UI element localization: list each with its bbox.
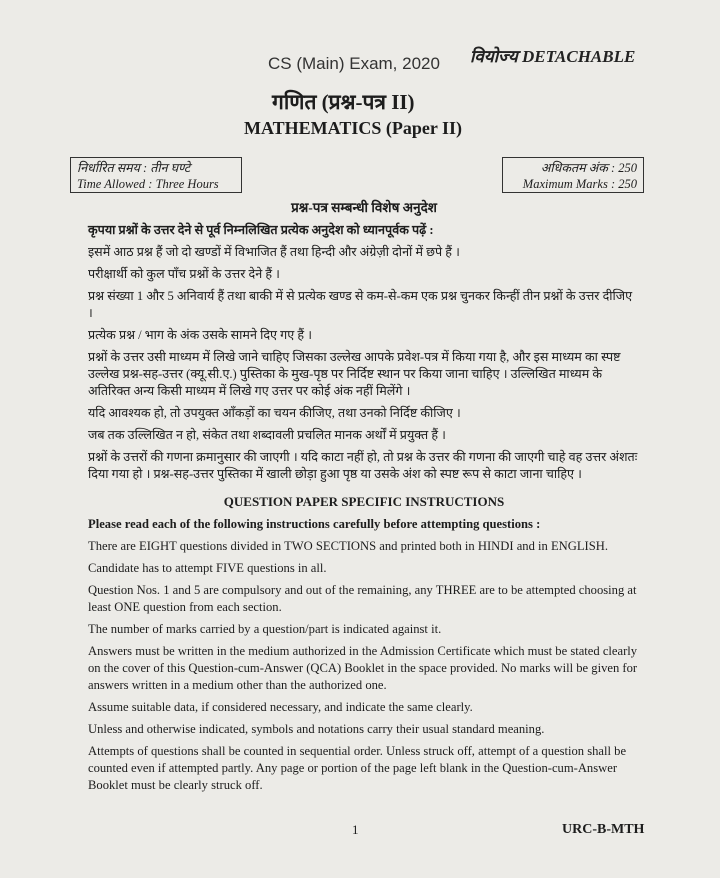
hindi-instruction-item: प्रत्येक प्रश्न / भाग के अंक उसके सामने दिए गए हैं । — [88, 328, 312, 342]
english-instruction-item: Answers must be written in the medium authorized in the Admission Certificate which must be stated clearly on the cover of this Question-cum-Answer (QCA) Booklet in the space provided. No marks will be given for answers written in a medium other than the authorized one. — [88, 644, 638, 692]
instructions-body — [88, 199, 640, 799]
detachable-label: वियोज्य DETACHABLE — [470, 47, 636, 66]
maximum-marks-box — [502, 157, 644, 193]
time-allowed-hindi: निर्धारित समय : तीन घण्टे — [77, 161, 191, 175]
hindi-instruction-item: यदि आवश्यक हो, तो उपयुक्त आँकड़ों का चयन कीजिए, तथा उनको निर्दिष्ट कीजिए । — [88, 406, 461, 420]
hindi-instruction-item: इसमें आठ प्रश्न हैं जो दो खण्डों में विभाजित हैं तथा हिन्दी और अंग्रेज़ी दोनों में छपे हैं । — [88, 245, 460, 259]
subject-title-english: MATHEMATICS (Paper II) — [244, 118, 462, 138]
paper-code: URC-B-MTH — [562, 822, 645, 837]
hindi-instruction-item: प्रश्नों के उत्तरों की गणना क्रमानुसार की जाएगी । यदि काटा नहीं हो, तो प्रश्न के उत्तर की गणना की जाएगी चाहे वह उत्तर अंशतः दिया गया हो । प्रश्न-सह-उत्तर पुस्तिका में खाली छोड़ा हुआ पृष्ठ या उसके अंश को स्पष्ट रूप से काटा जाना चाहिए । — [88, 450, 638, 481]
english-instruction-item: The number of marks carried by a question/part is indicated against it. — [88, 622, 442, 636]
english-instruction-item: There are EIGHT questions divided in TWO SECTIONS and printed both in HINDI and in ENGLISH. — [88, 539, 608, 553]
hindi-instructions-intro: कृपया प्रश्नों के उत्तर देने से पूर्व निम्नलिखित प्रत्येक अनुदेश को ध्यानपूर्वक पढ़ें : — [88, 223, 434, 237]
english-instruction-item: Question Nos. 1 and 5 are compulsory and out of the remaining, any THREE are to be attempted choosing at least ONE question from each section. — [88, 583, 637, 614]
maximum-marks-english: Maximum Marks : 250 — [522, 177, 637, 191]
english-instruction-item: Unless and otherwise indicated, symbols and notations carry their usual standard meaning. — [88, 722, 545, 736]
exam-name: CS (Main) Exam, 2020 — [268, 54, 440, 73]
hindi-instruction-item: प्रश्नों के उत्तर उसी माध्यम में लिखे जाने चाहिए जिसका उल्लेख आपके प्रवेश-पत्र में किया गया है, और इस माध्यम का स्पष्ट उल्लेख प्रश्न-सह-उत्तर (क्यू.सी.ए.) पुस्तिका के मुख-पृष्ठ पर निर्दिष्ट स्थान पर किया जाना चाहिए । उल्लिखित माध्यम के अतिरिक्त अन्य किसी माध्यम में लिखे गए उत्तर पर कोई अंक नहीं मिलेंगे । — [88, 350, 621, 398]
hindi-instruction-item: प्रश्न संख्या 1 और 5 अनिवार्य हैं तथा बाकी में से प्रत्येक खण्ड से कम-से-कम एक प्रश्न चुनकर किन्हीं तीन प्रश्नों के उत्तर दीजिए । — [88, 289, 633, 320]
english-instructions-intro: Please read each of the following instructions carefully before attempting questions : — [88, 517, 541, 531]
time-allowed-box — [70, 157, 242, 193]
page-number: 1 — [352, 822, 359, 837]
english-instructions-heading: QUESTION PAPER SPECIFIC INSTRUCTIONS — [223, 494, 505, 509]
maximum-marks-hindi: अधिकतम अंक : 250 — [540, 161, 637, 175]
english-instruction-item: Assume suitable data, if considered necessary, and indicate the same clearly. — [88, 700, 473, 714]
time-allowed-english: Time Allowed : Three Hours — [77, 177, 219, 191]
english-instruction-item: Attempts of questions shall be counted in sequential order. Unless struck off, attempt of a question shall be counted even if attempted partly. Any page or portion of the page left blank in the Question-cum-Answer Booklet must be clearly struck off. — [88, 744, 627, 792]
hindi-instructions-heading: प्रश्न-पत्र सम्बन्धी विशेष अनुदेश — [291, 200, 437, 215]
hindi-instruction-item: जब तक उल्लिखित न हो, संकेत तथा शब्दावली प्रचलित मानक अर्थों में प्रयुक्त हैं । — [88, 428, 446, 442]
hindi-instruction-item: परीक्षार्थी को कुल पाँच प्रश्नों के उत्तर देने हैं । — [88, 267, 280, 281]
english-instruction-item: Candidate has to attempt FIVE questions in all. — [88, 561, 327, 575]
subject-title-hindi: गणित (प्रश्न-पत्र II) — [272, 90, 415, 114]
